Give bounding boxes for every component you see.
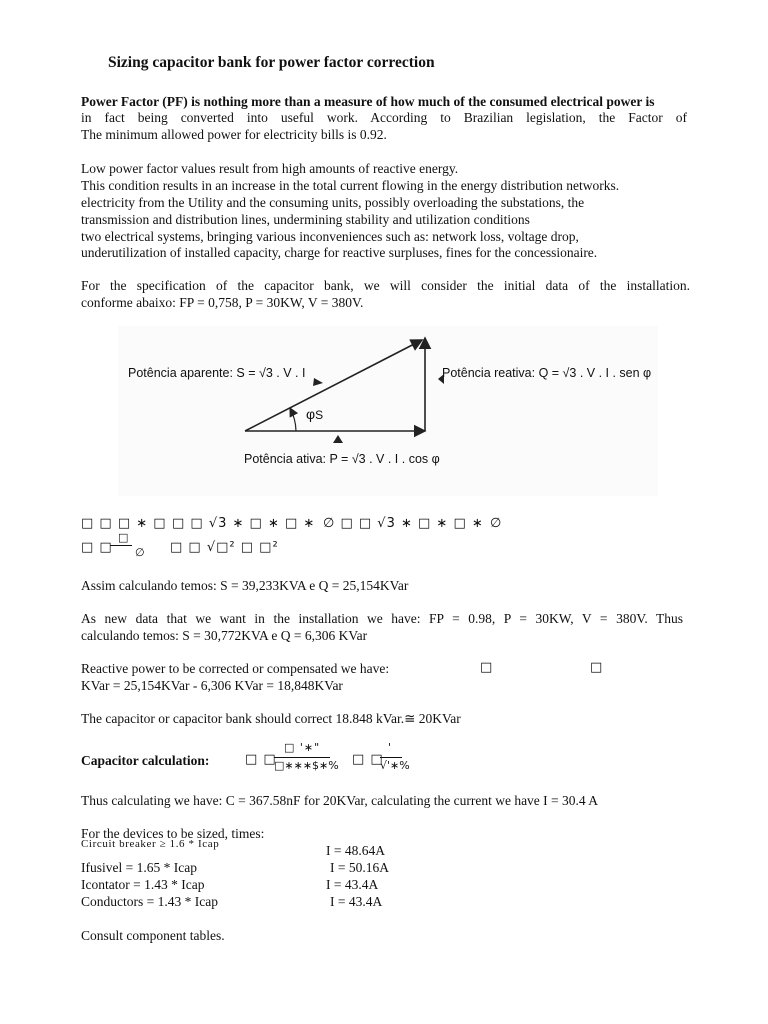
power-triangle-diagram [118, 326, 658, 496]
intro-line-3: The minimum allowed power for electricity bills is 0.92. [81, 127, 387, 142]
para2-line-5: two electrical systems, bringing various inconveniences such as: network loss, voltage drop, [81, 229, 579, 244]
reactive-line-1: Reactive power to be corrected or compensated we have: [81, 661, 390, 676]
para2-line-6: underutilization of installed capacity, charge for reactive surpluses, fines for the concessionaire. [81, 245, 598, 260]
reactive-symbol-1: □ [480, 660, 494, 675]
para3-line-1: For the specification of the capacitor bank, we will consider the initial data of the installation. [81, 278, 690, 293]
para2-line-1: Low power factor values result from high amounts of reactive energy. [81, 161, 459, 176]
device-row-label-1: Circuit breaker ≥ 1.6 * Icap [81, 838, 220, 850]
formula-row1-c: ∅ □ □ √3 ∗ □ ∗ □ ∗ [323, 516, 484, 531]
capacitor-calc-label: Capacitor calculation: [81, 753, 210, 768]
consult-text: Consult component tables. [81, 928, 225, 943]
capacitor-correct-text: The capacitor or capacitor bank should correct 18.848 kVar.≅ 20KVar [81, 711, 461, 726]
capacitor-formula-1-den: □∗∗∗$∗% [274, 759, 339, 772]
device-row-label-2: Ifusivel = 1.65 * Icap [81, 860, 197, 875]
active-marker-icon [333, 435, 343, 443]
reactive-power-label: Potência reativa: Q = √3 . V . I . sen φ [442, 366, 652, 380]
formula-row2-b: ∅ [135, 546, 146, 559]
device-row-value-1: I = 48.64A [326, 843, 385, 858]
page-title: Sizing capacitor bank for power factor correction [108, 54, 435, 71]
device-row-value-4: I = 43.4A [330, 894, 383, 909]
device-row-value-3: I = 43.4A [326, 877, 379, 892]
capacitor-formula-2-lhs: □ □ [352, 752, 384, 767]
apparent-marker-icon [313, 378, 323, 386]
angle-phi: φ [306, 406, 316, 422]
angle-arc [290, 408, 296, 431]
power-triangle-svg [118, 326, 658, 496]
capacitor-formula-1-num: □ '∗" [284, 741, 321, 754]
formula-row2-a: □ □ [81, 540, 113, 555]
capacitor-formula-1-line [274, 757, 330, 758]
formula-row1-a: □ □ □ ∗ □ [81, 516, 167, 531]
capacitor-formula-2-num: ' [388, 741, 393, 754]
device-row-label-3: Icontator = 1.43 * Icap [81, 877, 205, 892]
formula-frac-top: □ [118, 531, 130, 544]
apparent-power-label: Potência aparente: S = √3 . V . I [128, 366, 306, 380]
para2-line-3: electricity from the Utility and the consuming units, possibly overloading the substations, the [81, 195, 585, 210]
para2-line-4: transmission and distribution lines, undermining stability and utilization conditions [81, 212, 530, 227]
device-row-value-2: I = 50.16A [330, 860, 389, 875]
new-data-line-2: calculando temos: S = 30,772KVA e Q = 6,306 KVar [81, 628, 368, 643]
para2-line-2: This condition results in an increase in the total current flowing in the energy distribution networks. [81, 178, 620, 193]
capacitor-formula-2-den: √'∗% [380, 759, 410, 772]
device-row-label-4: Conductors = 1.43 * Icap [81, 894, 218, 909]
calc-result-1: Assim calculando temos: S = 39,233KVA e Q = 25,154KVar [81, 578, 409, 593]
intro-line-1: Power Factor (PF) is nothing more than a measure of how much of the consumed electrical power is [81, 94, 655, 109]
formula-row2-c: □ □ √□² □ □² [170, 540, 279, 555]
intro-line-2: in fact being converted into useful work. According to Brazilian legislation, the Factor of [81, 110, 687, 125]
capacitor-formula-2-line [380, 757, 402, 758]
formula-frac-line [110, 545, 132, 546]
formula-row1-b: □ □ √3 ∗ □ ∗ □ ∗ [172, 516, 316, 531]
angle-symbol [306, 406, 323, 422]
capacitor-formula-1-lhs: □ □ [245, 752, 277, 767]
reactive-symbol-2: □ [590, 660, 604, 675]
thus-result-text: Thus calculating we have: C = 367.58nF for 20KVar, calculating the current we have I = 30.4 A [81, 793, 599, 808]
new-data-line-1: As new data that we want in the installation we have: FP = 0.98, P = 30KW, V = 380V. Thus [81, 611, 683, 626]
active-power-label: Potência ativa: P = √3 . V . I . cos φ [244, 452, 440, 466]
para3-line-2: conforme abaixo: FP = 0,758, P = 30KW, V = 380V. [81, 295, 364, 310]
angle-subscript: S [315, 408, 324, 422]
apparent-power-arrow [245, 340, 422, 431]
formula-row1-d: ∅ [490, 516, 503, 531]
reactive-line-2: KVar = 25,154KVar - 6,306 KVar = 18,848KVar [81, 678, 343, 693]
devices-intro: For the devices to be sized, times: [81, 826, 265, 841]
